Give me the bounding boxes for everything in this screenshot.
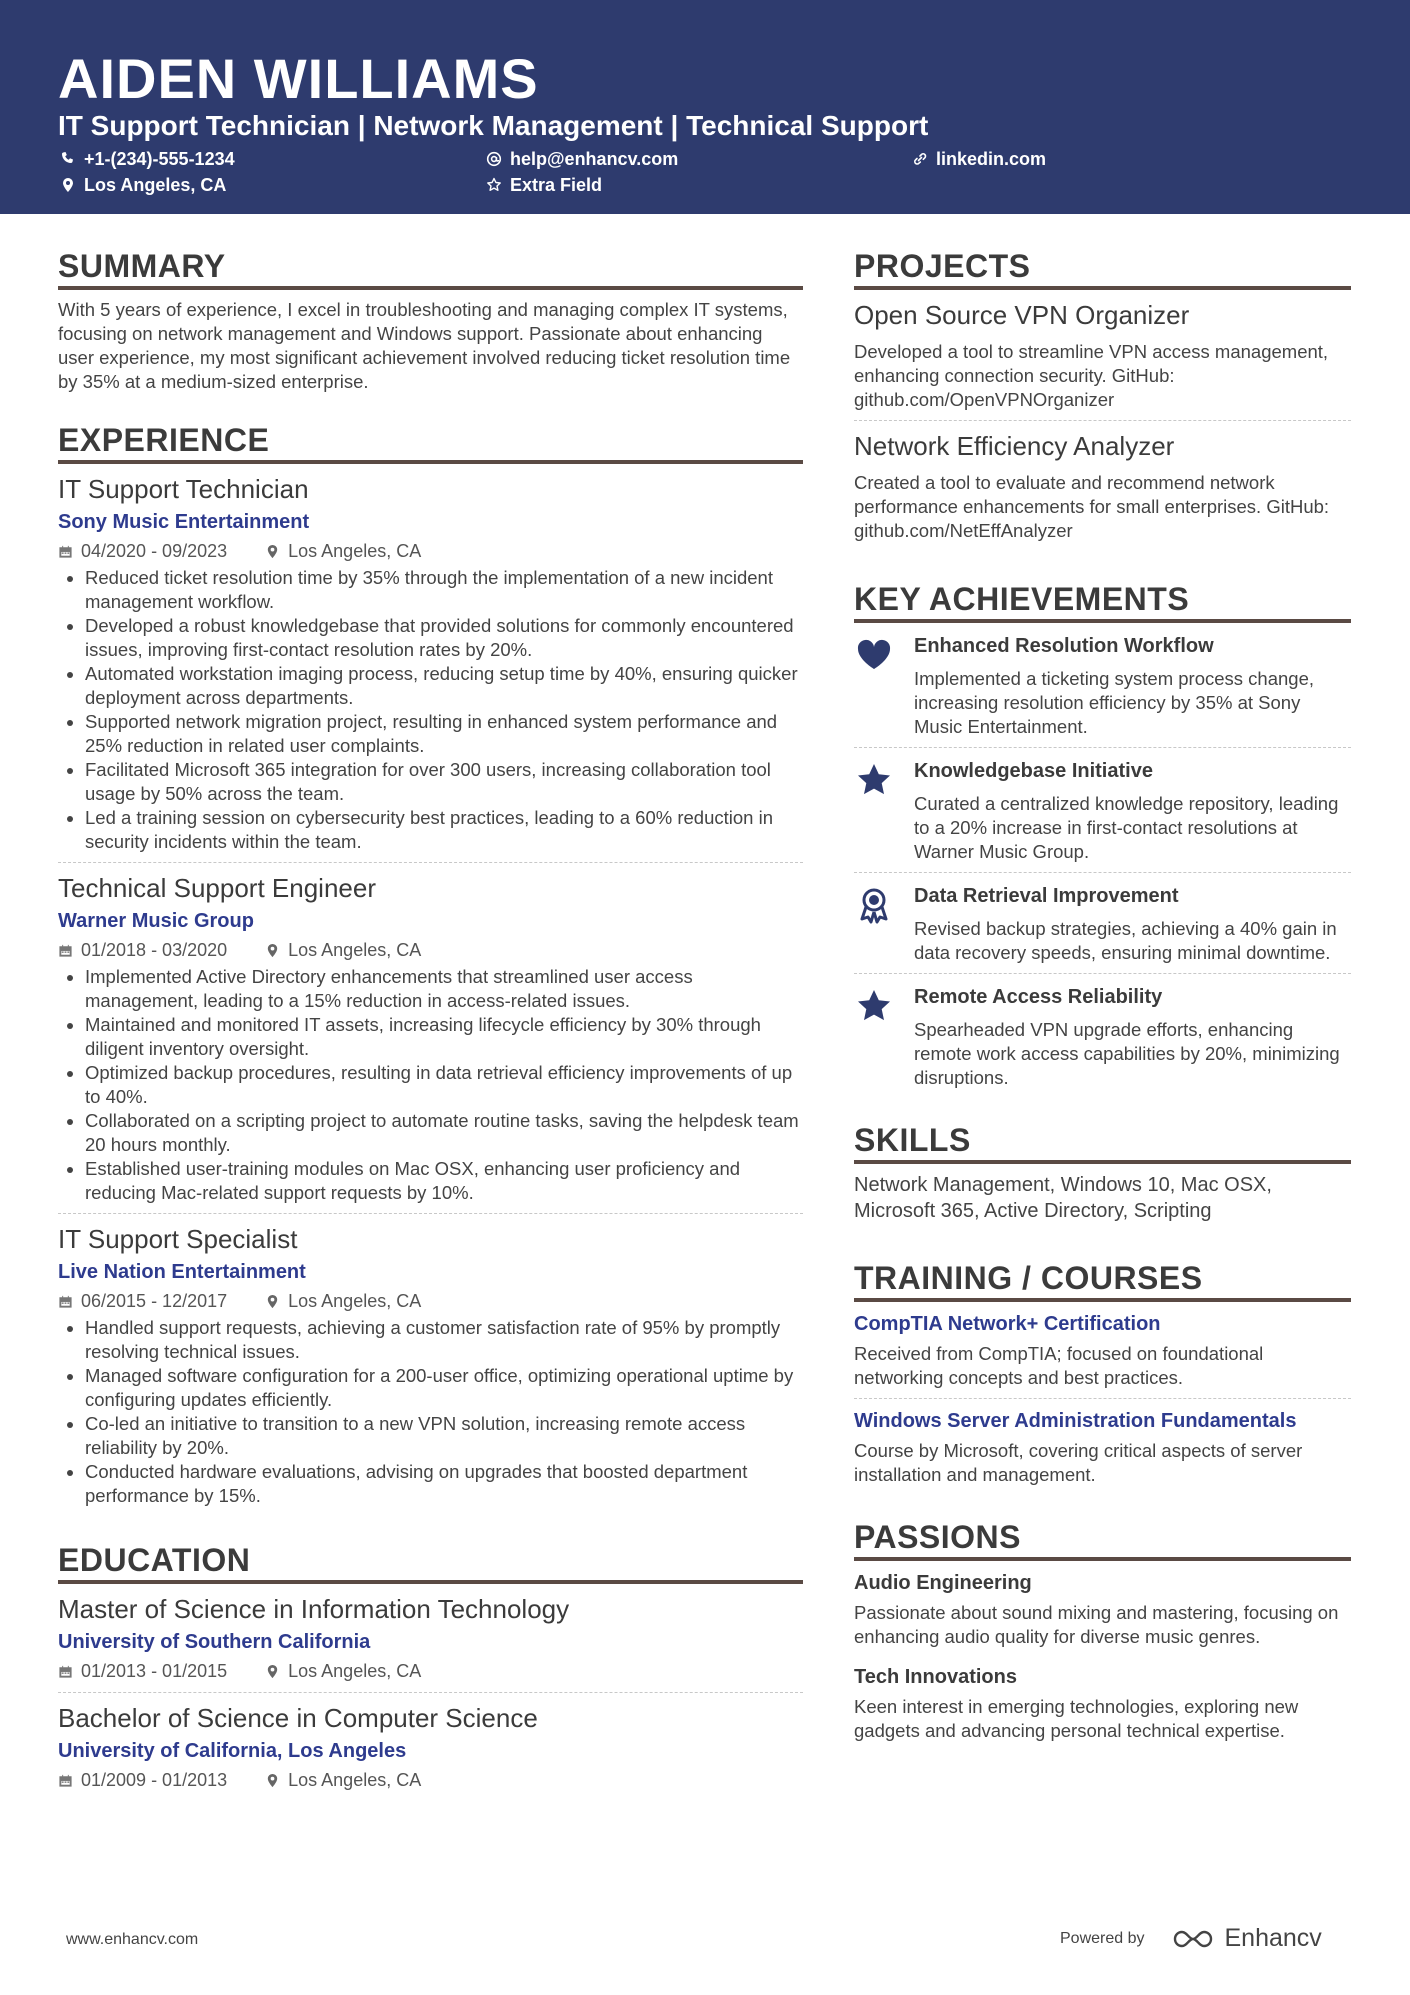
project-title: Open Source VPN Organizer: [854, 300, 1190, 330]
powered-by-text: Powered by: [1060, 1929, 1145, 1947]
calendar-icon: [58, 1294, 73, 1309]
divider: [854, 747, 1351, 748]
achievement-text: Curated a centralized knowledge repository, leading to a 20% increase in first-contact resolutions at Warner Music Group.: [914, 793, 1339, 862]
phone-text: +1-(234)-555-1234: [84, 149, 235, 169]
bullet-item: • Managed software configuration for a 200-user office, optimizing operational uptime by configuring updates efficiently.: [85, 1364, 803, 1412]
section-title-achievements: KEY ACHIEVEMENTS: [854, 579, 1351, 623]
calendar-icon: [58, 1664, 73, 1679]
bullet-item: • Developed a robust knowledgebase that provided solutions for commonly encountered issues, improving first-contact resolution rates by 20%.: [85, 614, 803, 662]
section-title-skills: SKILLS: [854, 1120, 1351, 1164]
job-meta: [58, 1288, 803, 1314]
education-location: Los Angeles, CA: [288, 1770, 422, 1790]
experience-section: [58, 420, 803, 1508]
achievement-title: Data Retrieval Improvement: [914, 885, 1179, 907]
footer-branding: [1060, 1924, 1322, 1953]
school-name: University of California, Los Angeles: [58, 1740, 407, 1762]
project-description: Created a tool to evaluate and recommend network performance enhancements for small enterprises. GitHub: github.com/NetEffAnalyzer: [854, 472, 1330, 541]
achievement-text: Revised backup strategies, achieving a 40% gain in data recovery speeds, ensuring minimal downtime.: [914, 918, 1337, 963]
location-pin-icon: [265, 943, 280, 958]
training-title: Windows Server Administration Fundamentals: [854, 1410, 1297, 1432]
bullet-item: • Co-led an initiative to transition to a new VPN solution, increasing remote access reliability by 20%.: [85, 1412, 803, 1460]
header-banner: [0, 0, 1410, 214]
contact-phone[interactable]: [60, 147, 235, 171]
candidate-name: AIDEN WILLIAMS: [58, 47, 539, 110]
extra-field-text: Extra Field: [510, 175, 603, 195]
section-title-education: EDUCATION: [58, 1540, 803, 1584]
section-title-experience: EXPERIENCE: [58, 420, 803, 464]
job-meta: [58, 937, 803, 963]
calendar-icon: [58, 943, 73, 958]
footer-website[interactable]: www.enhancv.com: [66, 1931, 199, 1948]
calendar-icon: [58, 544, 73, 559]
location-text: Los Angeles, CA: [84, 175, 227, 195]
achievement-title: Knowledgebase Initiative: [914, 760, 1153, 782]
projects-section: [854, 246, 1351, 543]
contact-location: [60, 173, 226, 197]
achievement-text: Spearheaded VPN upgrade efforts, enhancing remote work access capabilities by 20%, minimizing disruptions.: [914, 1019, 1340, 1088]
divider: [854, 1398, 1351, 1399]
degree-title: Master of Science in Information Technology: [58, 1594, 570, 1624]
passion-text: Passionate about sound mixing and mastering, focusing on enhancing audio quality for diverse music genres.: [854, 1602, 1339, 1647]
achievement-item: [854, 631, 1351, 739]
job-bullets: [58, 965, 803, 1205]
job-title: Technical Support Engineer: [58, 873, 376, 903]
divider: [854, 973, 1351, 974]
section-title-projects: PROJECTS: [854, 246, 1351, 290]
achievement-title: Remote Access Reliability: [914, 986, 1163, 1008]
contact-extra: [486, 173, 602, 197]
link-icon: [912, 151, 928, 167]
contact-linkedin[interactable]: [912, 147, 1046, 171]
contact-email[interactable]: [486, 147, 678, 171]
location-pin-icon: [265, 1664, 280, 1679]
experience-item: [58, 472, 803, 854]
star-icon: [854, 986, 894, 1026]
education-dates: 01/2009 - 01/2013: [81, 1770, 228, 1790]
star-icon: [854, 760, 894, 800]
education-item: [58, 1701, 803, 1793]
location-pin-icon: [265, 1773, 280, 1788]
experience-item: [58, 871, 803, 1205]
passion-title: Audio Engineering: [854, 1572, 1032, 1594]
passion-item: [854, 1663, 1351, 1743]
training-text: Course by Microsoft, covering critical aspects of server installation and management.: [854, 1440, 1303, 1485]
passions-section: [854, 1517, 1351, 1743]
divider: [854, 420, 1351, 421]
left-column: [58, 246, 803, 1795]
award-ribbon-icon: [854, 885, 894, 925]
degree-title: Bachelor of Science in Computer Science: [58, 1703, 538, 1733]
experience-item: [58, 1222, 803, 1508]
job-title: IT Support Technician: [58, 474, 309, 504]
location-pin-icon: [265, 544, 280, 559]
divider: [58, 1692, 803, 1693]
bullet-item: • Handled support requests, achieving a customer satisfaction rate of 95% by promptly resolving technical issues.: [85, 1316, 803, 1364]
company-name: Live Nation Entertainment: [58, 1261, 306, 1283]
education-location: Los Angeles, CA: [288, 1661, 422, 1681]
divider: [58, 1213, 803, 1214]
heart-icon: [854, 635, 894, 675]
bullet-item: • Collaborated on a scripting project to automate routine tasks, saving the helpdesk team 20 hours monthly.: [85, 1109, 803, 1157]
bullet-item: • Established user-training modules on Mac OSX, enhancing user proficiency and reducing Mac-related support requests by 10%.: [85, 1157, 803, 1205]
phone-icon: [60, 151, 76, 167]
job-meta: [58, 538, 803, 564]
passion-text: Keen interest in emerging technologies, exploring new gadgets and advancing personal technical expertise.: [854, 1696, 1299, 1741]
project-item: [854, 298, 1351, 412]
linkedin-text: linkedin.com: [936, 149, 1047, 169]
training-item: [854, 1407, 1351, 1487]
achievements-section: [854, 579, 1351, 1090]
location-pin-icon: [265, 1294, 280, 1309]
section-title-training: TRAINING / COURSES: [854, 1258, 1351, 1302]
bullet-item: • Led a training session on cybersecurity best practices, leading to a 60% reduction in security incidents within the team.: [85, 806, 803, 854]
calendar-icon: [58, 1773, 73, 1788]
training-text: Received from CompTIA; focused on foundational networking concepts and best practices.: [854, 1343, 1264, 1388]
bullet-item: • Conducted hardware evaluations, advising on upgrades that boosted department performance by 15%.: [85, 1460, 803, 1508]
bullet-item: • Automated workstation imaging process, reducing setup time by 40%, ensuring quicker deployment across departments.: [85, 662, 803, 710]
enhancv-logo-icon: [1169, 1927, 1217, 1951]
education-item: [58, 1592, 803, 1684]
passion-item: [854, 1569, 1351, 1649]
bullet-item: • Implemented Active Directory enhancements that streamlined user access management, leading to a 15% reduction in access-related issues.: [85, 965, 803, 1013]
training-section: [854, 1258, 1351, 1487]
summary-text: With 5 years of experience, I excel in troubleshooting and managing complex IT systems, focusing on network management and Windows support. Passionate about enhancing user experience, my most significant achievement involved reducing ticket resolution time by 35% at a medium-sized enterprise.: [58, 299, 791, 392]
project-description: Developed a tool to streamline VPN access management, enhancing connection security. GitHub: github.com/OpenVPNOrganizer: [854, 341, 1329, 410]
job-dates: 01/2018 - 03/2020: [81, 940, 228, 960]
project-item: [854, 429, 1351, 543]
achievement-item: [854, 982, 1351, 1090]
bullet-item: • Facilitated Microsoft 365 integration for over 300 users, increasing collaboration tool usage by 50% across the team.: [85, 758, 803, 806]
bullet-item: • Reduced ticket resolution time by 35% through the implementation of a new incident management workflow.: [85, 566, 803, 614]
job-dates: 04/2020 - 09/2023: [81, 541, 228, 561]
passion-title: Tech Innovations: [854, 1666, 1017, 1688]
achievement-item: [854, 756, 1351, 864]
job-location: Los Angeles, CA: [288, 1291, 422, 1311]
job-dates: 06/2015 - 12/2017: [81, 1291, 228, 1311]
school-name: University of Southern California: [58, 1631, 371, 1653]
headline: IT Support Technician | Network Management | Technical Support: [58, 110, 929, 141]
achievement-text: Implemented a ticketing system process change, increasing resolution efficiency by 35% at Sony Music Entertainment.: [914, 668, 1314, 737]
right-column: [854, 246, 1351, 1743]
achievement-title: Enhanced Resolution Workflow: [914, 635, 1214, 657]
bullet-item: • Optimized backup procedures, resulting in data retrieval efficiency improvements of up to 40%.: [85, 1061, 803, 1109]
job-bullets: [58, 1316, 803, 1508]
at-icon: [486, 151, 502, 167]
education-meta: [58, 1658, 803, 1684]
job-title: IT Support Specialist: [58, 1224, 298, 1254]
divider: [58, 862, 803, 863]
skills-text: Network Management, Windows 10, Mac OSX, Microsoft 365, Active Directory, Scripting: [854, 1174, 1272, 1222]
education-section: [58, 1540, 803, 1793]
skills-section: [854, 1120, 1351, 1224]
achievement-item: [854, 881, 1351, 965]
job-location: Los Angeles, CA: [288, 940, 422, 960]
bullet-item: • Supported network migration project, resulting in enhanced system performance and 25% reduction in related user complaints.: [85, 710, 803, 758]
education-dates: 01/2013 - 01/2015: [81, 1661, 228, 1681]
star-outline-icon: [486, 177, 502, 193]
email-text: help@enhancv.com: [510, 149, 679, 169]
divider: [854, 872, 1351, 873]
company-name: Sony Music Entertainment: [58, 511, 310, 533]
company-name: Warner Music Group: [58, 910, 254, 932]
bullet-item: • Maintained and monitored IT assets, increasing lifecycle efficiency by 30% through diligent inventory oversight.: [85, 1013, 803, 1061]
training-item: [854, 1310, 1351, 1390]
education-meta: [58, 1767, 803, 1793]
section-title-passions: PASSIONS: [854, 1517, 1351, 1561]
location-pin-icon: [60, 177, 76, 193]
training-title: CompTIA Network+ Certification: [854, 1313, 1161, 1335]
brand-name: Enhancv: [1224, 1924, 1322, 1952]
project-title: Network Efficiency Analyzer: [854, 431, 1175, 461]
summary-section: [58, 246, 803, 394]
job-location: Los Angeles, CA: [288, 541, 422, 561]
job-bullets: [58, 566, 803, 854]
brand-logo[interactable]: [1169, 1924, 1322, 1953]
section-title-summary: SUMMARY: [58, 246, 803, 290]
